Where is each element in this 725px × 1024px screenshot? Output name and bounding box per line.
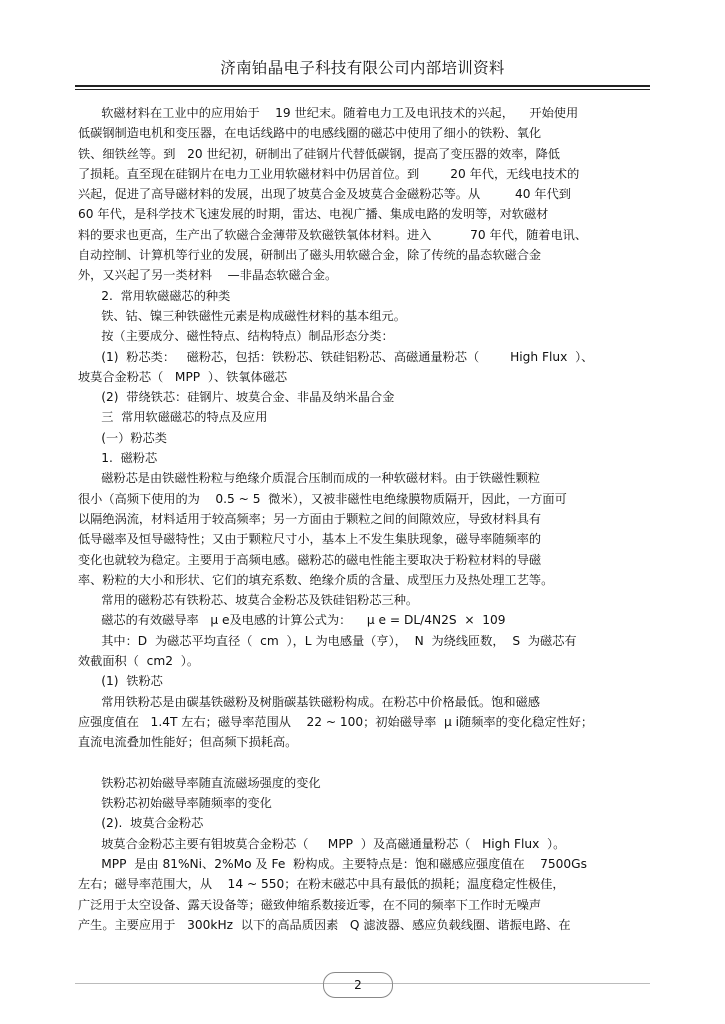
text-line: 产生。主要应用于 300kHz 以下的高品质因素 Q 滤波器、感应负载线圈、谐振电路、在	[78, 917, 571, 932]
text-line: 磁粉芯是由铁磁性粉粒与绝缘介质混合压制而成的一种软磁材料。由于铁磁性颗粒	[78, 471, 540, 486]
text-line: (2). 坡莫合金粉芯	[78, 816, 204, 831]
text-line: 低碳钢制造电机和变压器，在电话线路中的电感线圈的磁芯中使用了细小的铁粉、氧化	[78, 126, 542, 141]
text-line: 1. 磁粉芯	[78, 451, 158, 466]
text-line: 广泛用于太空设备、露天设备等；磁致伸缩系数接近零，在不同的频率下工作时无噪声	[78, 897, 542, 912]
text-line: 软磁材料在工业中的应用始于 19 世纪末。随着电力工及电讯技术的兴起， 开始使用	[78, 106, 579, 120]
text-line: (2) 带绕铁芯：硅钢片、坡莫合金、非晶及纳米晶合金	[78, 390, 395, 405]
text-line: 坡莫合金粉芯主要有钼坡莫合金粉芯（ MPP ）及高磁通量粉芯（ High Flux ）。	[78, 836, 566, 851]
document-body	[78, 103, 650, 935]
header-rule-thin	[75, 89, 650, 90]
page-header-title: 济南铂晶电子科技有限公司内部培训资料	[220, 59, 505, 77]
text-line: 变化也就较为稳定。主要用于高频电感。磁粉芯的磁电性能主要取决于粉粒材料的导磁	[78, 552, 542, 567]
text-line: 铁粉芯初始磁导率随频率的变化	[78, 796, 272, 811]
text-line: 兴起，促进了高导磁材料的发展，出现了坡莫合金及坡莫合金磁粉芯等。从 40 年代到	[78, 187, 571, 202]
text-line: 以隔绝涡流，材料适用于较高频率；另一方面由于颗粒之间的间隙效应，导致材料具有	[78, 511, 542, 526]
text-line: 磁芯的有效磁导率 μ e及电感的计算公式为： μ e = DL/4N2S × 109	[78, 613, 506, 628]
text-line: (1) 铁粉芯	[78, 674, 163, 689]
text-line: MPP 是由 81%Ni、2%Mo 及 Fe 粉构成。主要特点是：饱和磁感应强度值在 7500Gs	[78, 856, 587, 871]
text-line: (1) 粉芯类： 磁粉芯，包括：铁粉芯、铁硅铝粉芯、高磁通量粉芯（ High Flux ）、	[78, 349, 594, 364]
text-line: 2. 常用软磁磁芯的种类	[78, 288, 231, 303]
text-line: 应强度值在 1.4T 左右；磁导率范围从 22 ~ 100；初始磁导率 μ i随频率的变化稳定性好；	[78, 714, 594, 729]
text-line: 铁粉芯初始磁导率随直流磁场强度的变化	[78, 775, 321, 790]
text-line: 了损耗。直至现在硅钢片在电力工业用软磁材料中仍居首位。到 20 年代，无线电技术的	[78, 166, 580, 181]
text-line: 效截面积（ cm2 ）。	[78, 654, 200, 669]
text-line: (一）粉芯类	[78, 430, 167, 445]
text-line: 料的要求也更高，生产出了软磁合金薄带及软磁铁氧体材料。进入 70 年代，随着电讯、	[78, 227, 588, 242]
text-line: 率、粉粒的大小和形状、它们的填充系数、绝缘介质的含量、成型压力及热处理工艺等。	[78, 572, 554, 587]
text-line: 自动控制、计算机等行业的发展，研制出了磁头用软磁合金，除了传统的晶态软磁合金	[78, 248, 542, 263]
text-line: 常用铁粉芯是由碳基铁磁粉及树脂碳基铁磁粉构成。在粉芯中价格最低。饱和磁感	[78, 694, 540, 709]
header-rule-thick	[75, 85, 650, 87]
text-line: 60 年代，是科学技术飞速发展的时期，雷达、电视广播、集成电路的发明等，对软磁材	[78, 207, 549, 222]
text-line: 其中：D 为磁芯平均直径（ cm ），L 为电感量（亨）， N 为绕线匝数， S 为磁芯有	[78, 633, 577, 648]
text-line: 铁、钴、镍三种铁磁性元素是构成磁性材料的基本组元。	[78, 308, 406, 323]
text-line: 直流电流叠加性能好；但高频下损耗高。	[78, 735, 298, 750]
text-line: 左右；磁导率范围大，从 14 ~ 550；在粉末磁芯中具有最低的损耗；温度稳定性极佳，	[78, 877, 565, 892]
text-line	[78, 753, 650, 773]
text-line: 很小（高频下使用的为 0.5 ~ 5 微米），又被非磁性电绝缘膜物质隔开，因此，一方面可	[78, 491, 567, 506]
text-line: 铁、细铁丝等。到 20 世纪初，研制出了硅钢片代替低碳钢，提高了变压器的效率，降低	[78, 146, 560, 161]
text-line: 低导磁率及恒导磁特性；又由于颗粒尺寸小，基本上不发生集肤现象，磁导率随频率的	[78, 532, 542, 547]
text-line: 坡莫合金粉芯（ MPP ）、铁氧体磁芯	[78, 369, 288, 384]
text-line: 外，又兴起了另一类材料 —非晶态软磁合金。	[78, 268, 338, 283]
page-number: 2	[323, 972, 393, 998]
text-line: 三 常用软磁磁芯的特点及应用	[78, 410, 268, 425]
text-line: 常用的磁粉芯有铁粉芯、坡莫合金粉芯及铁硅铝粉芯三种。	[78, 593, 419, 608]
text-line: 按（主要成分、磁性特点、结构特点）制品形态分类：	[78, 329, 394, 344]
